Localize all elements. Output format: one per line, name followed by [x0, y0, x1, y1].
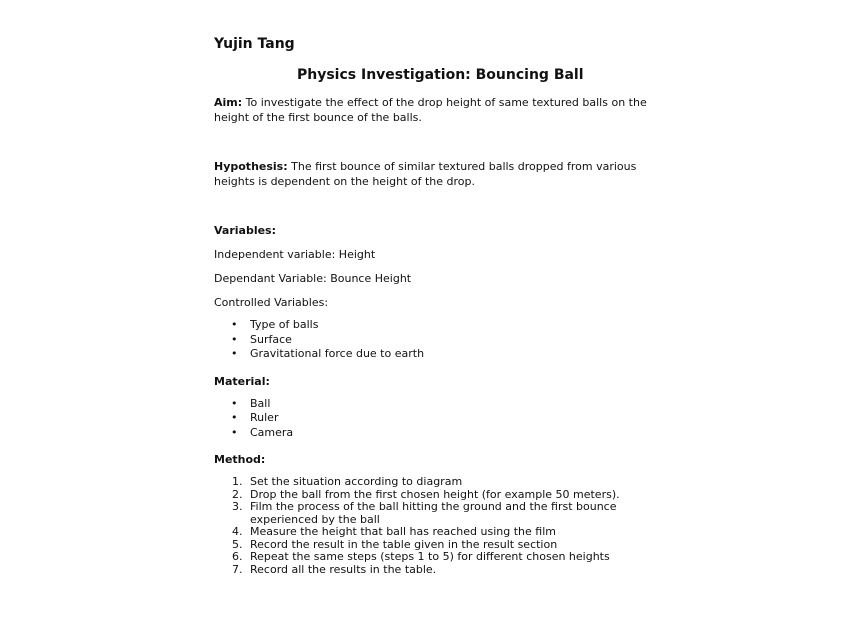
list-item — [214, 411, 654, 426]
list-item — [214, 318, 654, 333]
hypothesis-text: The first bounce of similar textured balls dropped from various heights is dependent on the height of the drop. — [214, 160, 637, 188]
list-item-text: Film the process of the ball hitting the ground and the first bounce experienced by the ball — [250, 500, 617, 526]
method-steps-list — [214, 476, 654, 576]
material-list — [214, 397, 654, 441]
document-title: Physics Investigation: Bouncing Ball — [297, 67, 584, 83]
step-number: 1. — [232, 475, 243, 488]
list-item-text: Gravitational force due to earth — [250, 347, 425, 360]
bullet-icon: • — [231, 396, 238, 410]
list-item-text: Measure the height that ball has reached using the film — [250, 525, 556, 538]
step-number: 6. — [232, 550, 243, 563]
method-heading: Method: — [214, 453, 266, 466]
list-item — [214, 501, 654, 526]
dependent-variable: Dependant Variable: Bounce Height — [214, 272, 412, 285]
bullet-icon: • — [231, 411, 238, 424]
variables-heading: Variables: — [214, 224, 277, 237]
list-item-text: Ball — [250, 396, 271, 410]
document-page — [214, 34, 654, 576]
list-item-text: Repeat the same steps (steps 1 to 5) for different chosen heights — [250, 550, 610, 563]
aim-label: Aim: — [214, 96, 243, 109]
controlled-variables-label: Controlled Variables: — [214, 296, 329, 309]
author-name: Yujin Tang — [214, 36, 295, 52]
list-item-text: Ruler — [250, 411, 279, 424]
list-item-text: Set the situation according to diagram — [250, 475, 463, 488]
aim-paragraph — [214, 95, 654, 125]
list-item-text: Type of balls — [250, 318, 319, 331]
hypothesis-paragraph — [214, 159, 654, 189]
step-number: 5. — [232, 537, 243, 551]
list-item — [214, 426, 654, 441]
bullet-icon: • — [231, 332, 238, 346]
list-item — [214, 333, 654, 348]
list-item-text: Drop the ball from the first chosen height (for example 50 meters). — [250, 487, 620, 501]
step-number: 3. — [232, 500, 243, 513]
list-item-text: Record the result in the table given in the result section — [250, 537, 558, 551]
step-number: 4. — [232, 525, 243, 538]
list-item-text: Camera — [250, 425, 294, 439]
bullet-icon: • — [231, 425, 238, 439]
bullet-icon: • — [231, 347, 238, 360]
material-heading: Material: — [214, 374, 270, 388]
list-item-text: Surface — [250, 332, 292, 346]
list-item — [214, 397, 654, 412]
step-number: 2. — [232, 487, 243, 501]
bullet-icon: • — [231, 318, 238, 331]
list-item-text: Record all the results in the table. — [250, 562, 437, 576]
list-item — [214, 347, 654, 362]
aim-text: To investigate the effect of the drop height of same textured balls on the height of the first bounce of the balls. — [214, 96, 647, 124]
list-item — [214, 564, 654, 577]
step-number: 7. — [232, 562, 243, 576]
independent-variable: Independent variable: Height — [214, 248, 376, 261]
controlled-variables-list — [214, 318, 654, 362]
hypothesis-label: Hypothesis: — [214, 160, 288, 173]
